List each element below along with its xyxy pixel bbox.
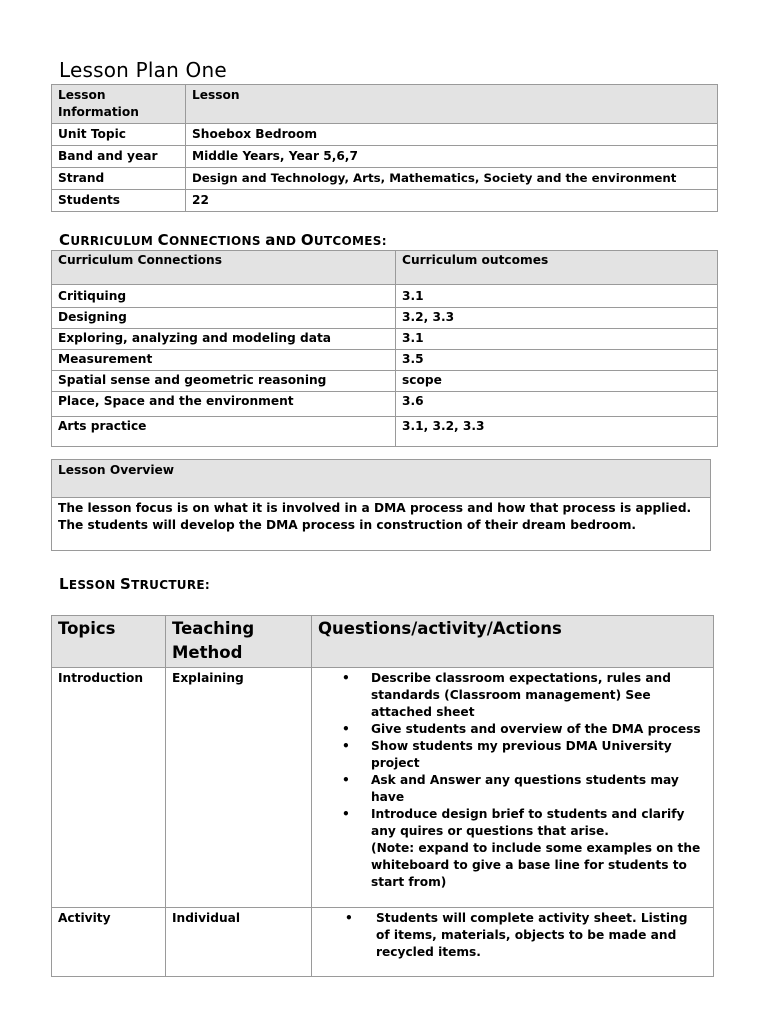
table-header-row [52, 85, 718, 124]
header-cell: Lesson Information [52, 85, 186, 124]
method-cell: Individual [166, 908, 312, 977]
note-text: (Note: expand to include some examples on the whiteboard to give a base line for students to start from) [371, 841, 701, 889]
table-header-row [52, 616, 714, 668]
connection-cell: Arts practice [52, 417, 396, 447]
table-row [52, 908, 714, 977]
actions-cell [312, 908, 714, 977]
outcome-cell: 3.2, 3.3 [396, 308, 718, 329]
connection-cell: Designing [52, 308, 396, 329]
actions-list [318, 670, 707, 891]
table-row [52, 124, 718, 146]
table-row [52, 168, 718, 190]
curriculum-heading: CURRICULUM CONNECTIONS aND OUTCOMES: [59, 231, 387, 249]
table-row [52, 417, 718, 447]
header-cell: Teaching Method [166, 616, 312, 668]
method-cell: Explaining [166, 668, 312, 908]
table-row [52, 190, 718, 212]
outcome-cell: 3.1 [396, 329, 718, 350]
table-row [52, 285, 718, 308]
row-label: Strand [52, 168, 186, 190]
row-value: Design and Technology, Arts, Mathematics, Society and the environment [186, 168, 718, 190]
table-header-row [52, 251, 718, 285]
overview-header: Lesson Overview [52, 460, 711, 498]
table-row [52, 392, 718, 417]
lesson-info-table [51, 84, 718, 212]
curriculum-table [51, 250, 718, 447]
topic-cell: Introduction [52, 668, 166, 908]
connection-cell: Measurement [52, 350, 396, 371]
lesson-structure-heading: LESSON STRUCTURE: [59, 575, 210, 593]
outcome-cell: 3.6 [396, 392, 718, 417]
header-cell: Questions/activity/Actions [312, 616, 714, 668]
list-item: • Show students my previous DMA University project [371, 738, 701, 772]
row-label: Band and year [52, 146, 186, 168]
row-value: Middle Years, Year 5,6,7 [186, 146, 718, 168]
header-cell: Curriculum outcomes [396, 251, 718, 285]
table-header-row [52, 460, 711, 498]
overview-text: The lesson focus is on what it is involved in a DMA process and how that process is applied. The students will develop the DMA process in construction of their dream bedroom. [52, 498, 711, 551]
header-cell: Topics [52, 616, 166, 668]
outcome-cell: 3.1, 3.2, 3.3 [396, 417, 718, 447]
header-cell: Lesson [186, 85, 718, 124]
list-item: • Give students and overview of the DMA process [371, 721, 701, 738]
table-row [52, 498, 711, 551]
list-item: • Students will complete activity sheet. Listing of items, materials, objects to be made and recycled items. [376, 910, 701, 961]
outcome-cell: 3.1 [396, 285, 718, 308]
list-item: • Describe classroom expectations, rules and standards (Classroom management) See attached sheet [371, 670, 701, 721]
connection-cell: Spatial sense and geometric reasoning [52, 371, 396, 392]
table-row [52, 146, 718, 168]
table-row [52, 668, 714, 908]
list-item: • Ask and Answer any questions students may have [371, 772, 701, 806]
actions-list [318, 910, 707, 961]
header-cell: Curriculum Connections [52, 251, 396, 285]
outcome-cell: scope [396, 371, 718, 392]
connection-cell: Exploring, analyzing and modeling data [52, 329, 396, 350]
list-item: • Introduce design brief to students and clarify any quires or questions that arise. [371, 806, 701, 840]
table-row [52, 329, 718, 350]
row-value: 22 [186, 190, 718, 212]
row-value: Shoebox Bedroom [186, 124, 718, 146]
lesson-structure-table [51, 615, 714, 977]
connection-cell: Place, Space and the environment [52, 392, 396, 417]
actions-cell [312, 668, 714, 908]
table-row [52, 371, 718, 392]
topic-cell: Activity [52, 908, 166, 977]
table-row [52, 350, 718, 371]
lesson-overview-table [51, 459, 711, 551]
outcome-cell: 3.5 [396, 350, 718, 371]
page-title: Lesson Plan One [59, 58, 227, 82]
row-label: Students [52, 190, 186, 212]
table-row [52, 308, 718, 329]
connection-cell: Critiquing [52, 285, 396, 308]
row-label: Unit Topic [52, 124, 186, 146]
